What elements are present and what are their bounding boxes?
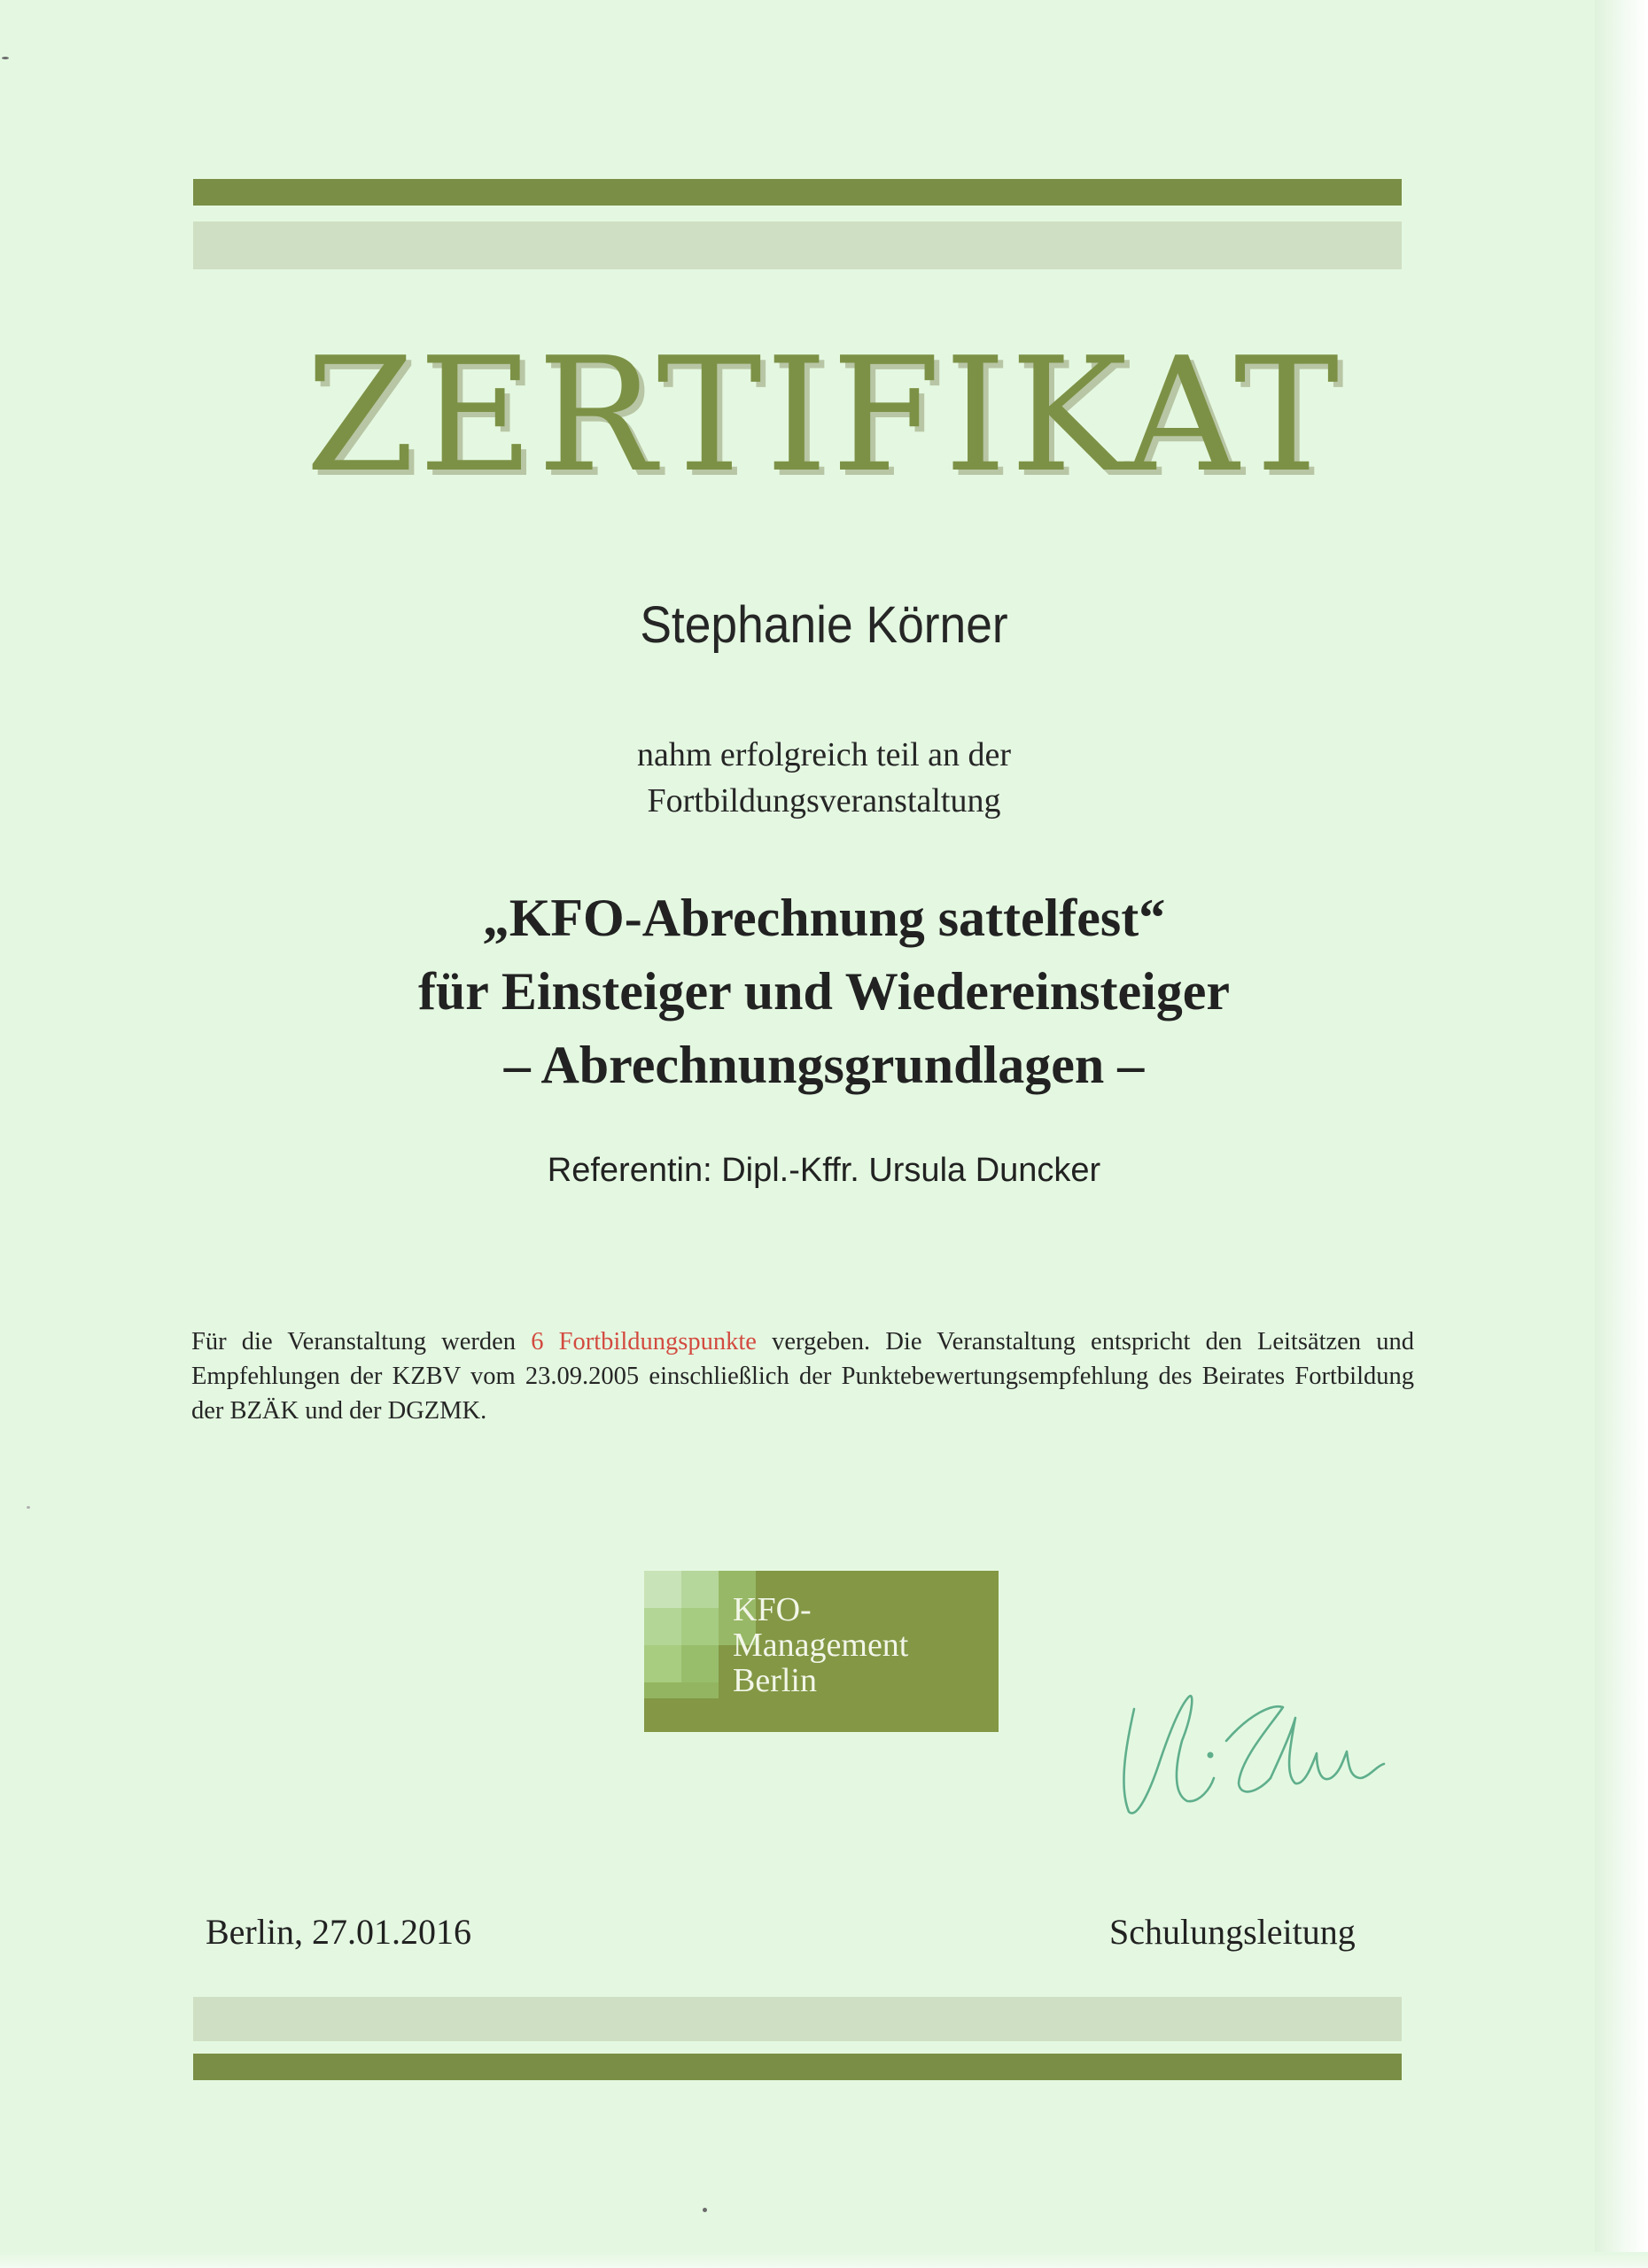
place-date: Berlin, 27.01.2016 xyxy=(206,1912,471,1952)
signature-role: Schulungsleitung xyxy=(1109,1912,1356,1952)
logo-line-3: Berlin xyxy=(733,1662,817,1699)
scan-speck xyxy=(2,57,9,59)
logo-square xyxy=(644,1608,681,1645)
paper-bottom-edge xyxy=(0,2252,1648,2268)
bottom-band-light xyxy=(193,1997,1402,2041)
certificate-title: ZERTIFIKAT xyxy=(305,323,1343,507)
course-line-2: für Einsteiger und Wiedereinsteiger xyxy=(417,962,1231,1021)
course-line-1: „KFO-Abrechnung sattelfest“ xyxy=(482,889,1166,947)
top-band-light xyxy=(193,221,1402,269)
logo-square xyxy=(681,1571,719,1608)
logo-line-2: Management xyxy=(733,1627,909,1664)
points-text-after: vergeben. Die Veranstaltung entspricht den Leitsätzen und Empfehlungen der KZBV vom 23.09.2005 einschließlich der Punktebewertungsempfehlung des Beirates Fortbildung der BZÄK und der DGZMK. xyxy=(191,1328,1414,1425)
scan-speck xyxy=(703,2208,707,2212)
scan-speck xyxy=(27,1506,30,1509)
participant-name: Stephanie Körner xyxy=(640,596,1008,654)
course-title xyxy=(0,882,1648,1102)
logo-square xyxy=(681,1608,719,1645)
logo-line-1: KFO- xyxy=(733,1591,812,1628)
points-paragraph xyxy=(191,1324,1414,1428)
logo-square xyxy=(681,1645,719,1682)
kfo-management-logo xyxy=(644,1571,999,1732)
points-highlight: 6 Fortbildungspunkte xyxy=(531,1328,757,1355)
points-text-before: Für die Veranstaltung werden xyxy=(191,1328,532,1355)
logo-square xyxy=(644,1682,719,1698)
logo-square xyxy=(644,1571,681,1608)
intro-line-1: nahm erfolgreich teil an der xyxy=(636,736,1012,773)
speaker-line: Referentin: Dipl.-Kffr. Ursula Duncker xyxy=(547,1152,1101,1189)
course-line-3: – Abrechnungsgrundlagen – xyxy=(503,1036,1145,1094)
logo-square xyxy=(644,1645,681,1682)
intro-line-2: Fortbildungsveranstaltung xyxy=(647,782,1001,819)
logo-text xyxy=(733,1592,908,1698)
intro-text xyxy=(0,732,1648,824)
top-band-dark xyxy=(193,179,1402,206)
handwritten-signature xyxy=(1108,1679,1400,1829)
bottom-band-dark xyxy=(193,2054,1402,2080)
